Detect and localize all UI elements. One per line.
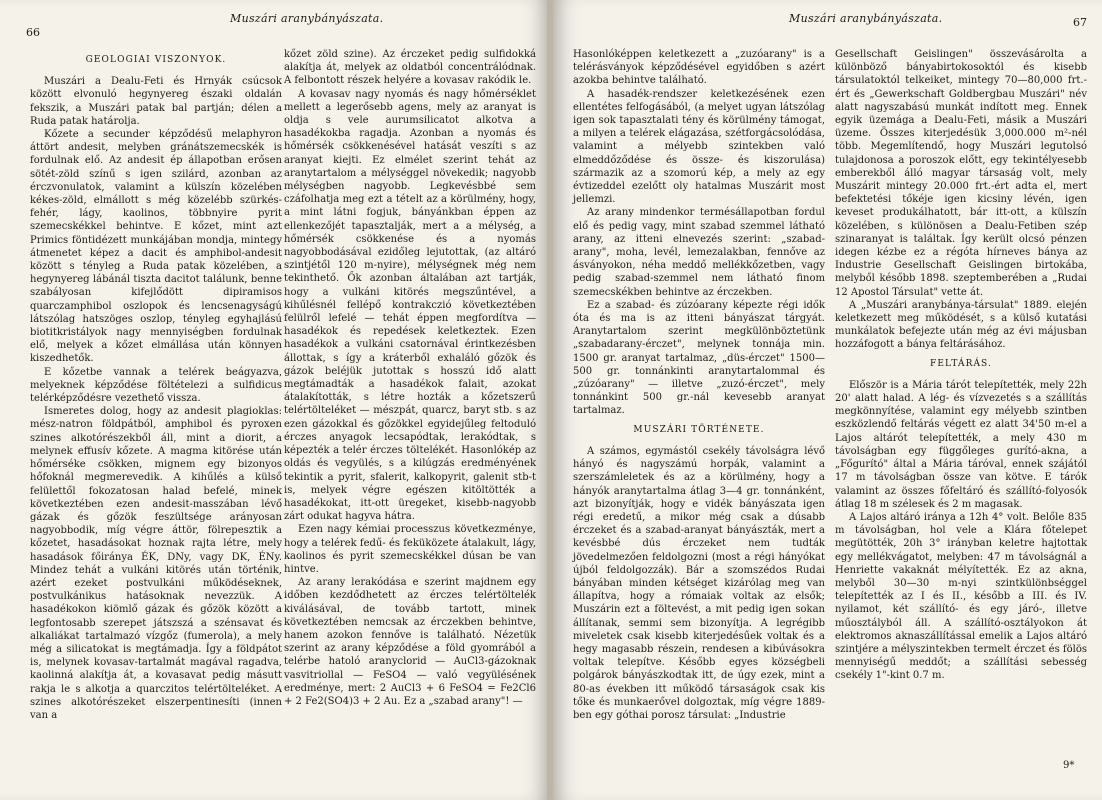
paragraph: Gesellschaft Geislingen" összevásárolta a különböző bányabirtokosoktól és kisebb társulatoktól telkeiket, mintegy 70—80,000 frt.-ért és „Gewerkschaft Goldbergbau Muszári" név alatt nagyszabású munkát indított meg. Ennek egyik üzemága a Dealu-Feti, másik a Muszári üzeme. Összes kiterjedésük 3,000.000 m²-nél több. Megemlítendő, hogy Muszári legutolsó tulajdonosa a poroszok előtt, egy tekintélyesebb emberekből álló magyar társaság volt, mely Muszárit mintegy 20.000 frt.-ért adta el, mert befektetési tőkéje igen kicsiny lévén, igen keveset produkálhatott, bár itt-ott, a külszín közelében, s különösen a Dealu-Fetiben szép szinaranyat is találtak. Így került olcsó pénzen idegen kézbe ez a régóta hírneves bánya az Industrie Gesellschaft Geislingen birtokába, melyből később 1898. szeptemberében a „Rudai 12 Apostol Társulat" vette át. <box>835 49 1087 298</box>
right-page <box>553 0 1102 800</box>
paragraph: Muszári a Dealu-Feti és Hrnyák csúcsok között elvonuló hegynyereg északi oldalán fekszik, a Muszári patak bal partján; délen a Ruda patak határolja. <box>30 76 282 127</box>
page-number-right: 67 <box>1073 16 1087 29</box>
paragraph: kőzet zöld szine). Az érczeket pedig sulfidokká alakítja át, melyek az oldatból concentrálódnak. A felbontott részek helyére a kovasav rakódik le. <box>284 49 536 87</box>
paragraph: Az arany mindenkor termésállapotban fordul elő és pedig vagy, mint szabad szemmel látható arany, az itteni elnevezés szerint: „szabad-arany", moha, levél, lemezalakban, fennőve az ásványokon, néha meddő mellékkőzetben, vagy pedig szabad-szemmel nem látható finom szemecskékben behintve az érczekben. <box>573 207 825 298</box>
paragraph: Az arany lerakódása e szerint majdnem egy időben kezdődhetett az érczes telértöltelék kiválásával, de tovább tartott, minek következtében nemcsak az érczekben behintve, hanem azokon fennőve is található. Nézetük szerint az arany képződése a föld gyomrából a telérbe hatoló aranyclorid — AuCl3-gázoknak vasvitriollal — FeSO4 — való vegyülésének eredménye, mert: 2 AuCl3 + 6 FeSO4 = Fe2Cl6 + 2 Fe2(SO4)3 + 2 Au. Ez a „szabad arany"! — <box>284 577 536 707</box>
left-page <box>0 0 549 800</box>
section-heading: MUSZÁRI TÖRTÉNETE. <box>633 424 765 435</box>
paragraph: A Lajos altáró iránya a 12h 4° volt. Belőle 835 m távolságban, hol vele a Klára főtelepet megütötték, 20h 3° irányban keletre hajtottak egy mellékvágatot, melyben: 47 m távolságnál a Henriette vakaknát mélyítették. Ez az akna, melyből 30—30 m-nyi szintkülönbséggel telepítették az I és II., később a III. és IV. nyilamot, két szállító- és egy járó-, illetve műosztályból áll. A szállító-osztályokon át elektromos aknaszállítással emelik a Lajos altáró szintjére a mélyszintekben termelt érczet és fölös mennyiségű meddőt; a szállítási sebesség csekély 1"-kint 0.7 m. <box>835 511 1087 682</box>
paragraph: Ismeretes dolog, hogy az andesit plagioklas: mész-natron földpátból, amphibol és pyroxen szines alkotórészekből áll, mint a diorit, a melynek effusív kőzete. A magma kitörése után hőmérséke csökken, mignem egy bizonyos hőfoknál megmerevedik. A kihűlés a külső felülettől fokozatosan halad befelé, minek következtében ezen andesit-masszában lévő gázak és gőzök feszültsége arányosan nagyobbodik, míg végre áttör, fölrepesztik a kőzetet, hasadásokat hoznak rajta létre, mely hasadások főiránya ÉK, DNy, vagy DK, ÉNy. Mindez tehát a vulkáni kitörés után történik, azért ezeket postvulkáni működéseknek, postvulkánikus hatásoknak nevezzük. A hasadékokon kiömlő gázak és gőzök között a legfontosabb szerepet játszszá a szénsavat és alkaliákat tartalmazó vízgőz (fumerola), a mely még a silicatokat is megtámadja. Így a földpátot is, melynek kovasav-tartalmát magával ragadva, kaolinná alakítja át, a kovasavat pedig másutt rakja le s alkotja a quarczitos telértölteléket. A szines alkotórészeket elszerpentinesíti (innen van a <box>30 406 282 721</box>
paragraph: A számos, egymástól csekély távolságra lévő hányó és nagyszámú horpák, valamint a szerszámleletek és az a körülmény, hogy a hányók aranytartalma átlag 3—4 gr. tonnánként, azt bizonyítják, hogy e vidék bányászata igen régi eredetű, a mikor még csak a dúsabb érczeket és a szabad-aranyat bányászták, mert a kevésbbé dús érczeket nem tudták jövedelmezően feldolgozni (most a régi hányókat újból feldolgozzák). Bár a szomszédos Rudai bányában minden kétséget kizárólag meg van állapítva, hogy a rómaiak voltak az elsők; Muszárin ezt a föltevést, a mit pedig igen sokan állítanak, semmi sem bizonyítja. A legrégibb miveletek csak kisebb kiterjedésűek voltak és a hegy magasabb részein, rendesen a kibúvásokra voltak telepítve. Később egyes községbeli polgárok bányászkodtak itt, de úgy ezek, mint a 80-as években itt működő társaságok csak kis tőke és munkaerővel dolgoztak, míg végre 1889-ben egy góthai porosz társulat: „Industrie <box>573 445 825 721</box>
running-head-left: Muszári aranybányászata. <box>230 12 384 25</box>
paragraph: A hasadék-rendszer keletkezésének ezen ellentétes felfogásából, (a melyet ugyan látszólag igen sok tapasztalati tény és körülmény támogat, a milyen a telérek elágazása, szétforgácsolódása, valamint a mélyebb szintekben való elmeddőződése és össze- és kiszorulása) származik az a szomorú kép, a mely az egy évtizeddel ezelőtt oly hatalmas Muszárit most jellemzi. <box>573 88 825 206</box>
section-heading: FELTÁRÁS. <box>930 358 992 369</box>
running-head-right: Muszári aranybányászata. <box>789 12 943 25</box>
paragraph: Ez a szabad- és zúzóarany képezte régi idők óta és ma is az itteni bányászat tárgyát. Aranytartalom szerint megkülönböztetünk „szabadarany-érczet", melynek tonnája min. 1500 gr. aranyat tartalmaz, „düs-érczet" 1500—500 gr. tonnánkinti aranytartalommal és „zúzóarany" — illetve „zuzó-érczet", mely tonnánkint 500 gr.-nál kevesebb aranyat tartalmaz. <box>573 299 825 417</box>
paragraph: Először is a Mária tárót telepítették, mely 22h 20' alatt halad. A lég- és vízvezetés s a szállítás megkönnyítése, valamint egy mélyebb szintben eszközlendő feltárás végett ez alatt 34'50 m-el a Lajos altárót telepítették, a mely 430 m távolságban egy függőleges gurító-akna, a „Főgurító" által a Mária táróval, ennek szájától 17 m távolságban össze van kötve. E tárók valamint az összes főfeltáró és szállító-folyosók átlag 18 m szélesek és 2 m magasak. <box>835 379 1087 510</box>
left-page-column-1 <box>30 48 282 722</box>
right-page-column-2 <box>835 48 1087 683</box>
paragraph: A „Muszári aranybánya-társulat" 1889. elején keletkezett meg működését, s a külső kutatási munkálatok befejezte után még az évi májusban hozzáfogott a bánya feltárásához. <box>835 299 1087 351</box>
right-page-column-1 <box>573 48 825 722</box>
paragraph: Hasonlóképpen keletkezett a „zuzóarany" is a telérásványok képződésével egyidőben s azért azokba behintve található. <box>573 49 825 87</box>
page-number-left: 66 <box>26 26 40 39</box>
paragraph: A kovasav nagy nyomás és nagy hőmérséklet mellett a legerősebb agens, mely az aranyat is oldja s vele aurumsilicatot alkotva a hasadékokba ragadja. Azonban a nyomás és hőmérsék csökkenésével hatását veszíti s az aranyat kiejti. Ez elmélet szerint tehát az aranytartalom a mélységgel növekedik; nagyobb mélységben nagyobb. Legkevésbbé sem czáfolhatja meg ezt a tételt az a körülmény, hogy, a mint látni fogjuk, bányánkban éppen az ellenkezőjét tapasztalják, mert a a mélység, a hőmérsék csökkenése és a nyomás nagyobbodásával ezidőleg lejutottak, (az altáró szintjétől 120 m-nyire), mélységnek még nem tekinthető. Ők azonban általában azt tartják, hogy a vulkáni kitörés megszűntével, a kihűlésnél fellépő kontrakczió következtében felülről lefelé — tehát éppen megfordítva — hasadékok és repedések keletkeztek. Ezen hasadékok a vulkáni csatornával érintkezésben állottak, s így a kráterből exhaláló gőzök és gázok beléjük jutottak s hosszú idő alatt megtámadták a hasadékok falait, azokat átalakították, s létre hozták a kőzetszerű telértölteléket — mészpát, quarcz, baryt stb. s az ezen gázokkal és gőzökkel egyidejűleg feltoduló érczes anyagok lecsapódtak, lerakódtak, s képezték a telér érczes töltelékét. Hasonlókép az oldás és vegyülés, s a kilúgzás eredményének tekintik a pyrit, sfalerit, kalkopyrit, galenit stb-t is, melyek végre egészen kitöltötték a hasadékokat, itt-ott üregeket, kisebb-nagyobb zárt odukat hagyva hátra. <box>284 88 536 523</box>
left-page-column-2 <box>284 48 536 708</box>
paragraph: E kőzetbe vannak a telérek beágyazva, melyeknek képződése föltételezi a sulfidicus telérképződésre vezethető vissza. <box>30 366 282 405</box>
section-heading: GEOLOGIAI VISZONYOK. <box>85 55 227 65</box>
printer-signature: 9* <box>1063 760 1075 771</box>
paragraph: Ezen nagy kémiai processzus következménye, hogy a telérek fedű- és feküközete átalakult, lágy, kaolinos és pyrit szemecskékkel dúsan be van hintve. <box>284 524 536 575</box>
paragraph: Kőzete a secunder képződésű melaphyron áttört andesit, melyben gránátszemecskék is fordulnak elő. Az andesit ép állapotban erősen sötét-zöld színű s igen szilárd, azonban az érczvonulatok, valamint a külszín közelében kékes-zöld, elmállott s még közelébb szürkés-fehér, lágy, kaolinos, többnyire pyrit szemecskékkel behintve. E kőzet, mint azt Primics föntidézett munkájában mondja, mintegy átmenetet képez a dacit és amphibol-andesit között s tényleg a Ruda patak közelében, a hegynyereg lábánál tiszta dacitot találunk, benne szabályosan kifejlődött dipiramisos quarczamphibol oszlopok és lencsenagyságú látszólag hatszöges oszlop, tényleg egyhajlású biotitkristályok nagy mennyiségben fordulnak elő, melyek a kőzet elmállása után könnyen kiszedhetők. <box>30 129 282 365</box>
